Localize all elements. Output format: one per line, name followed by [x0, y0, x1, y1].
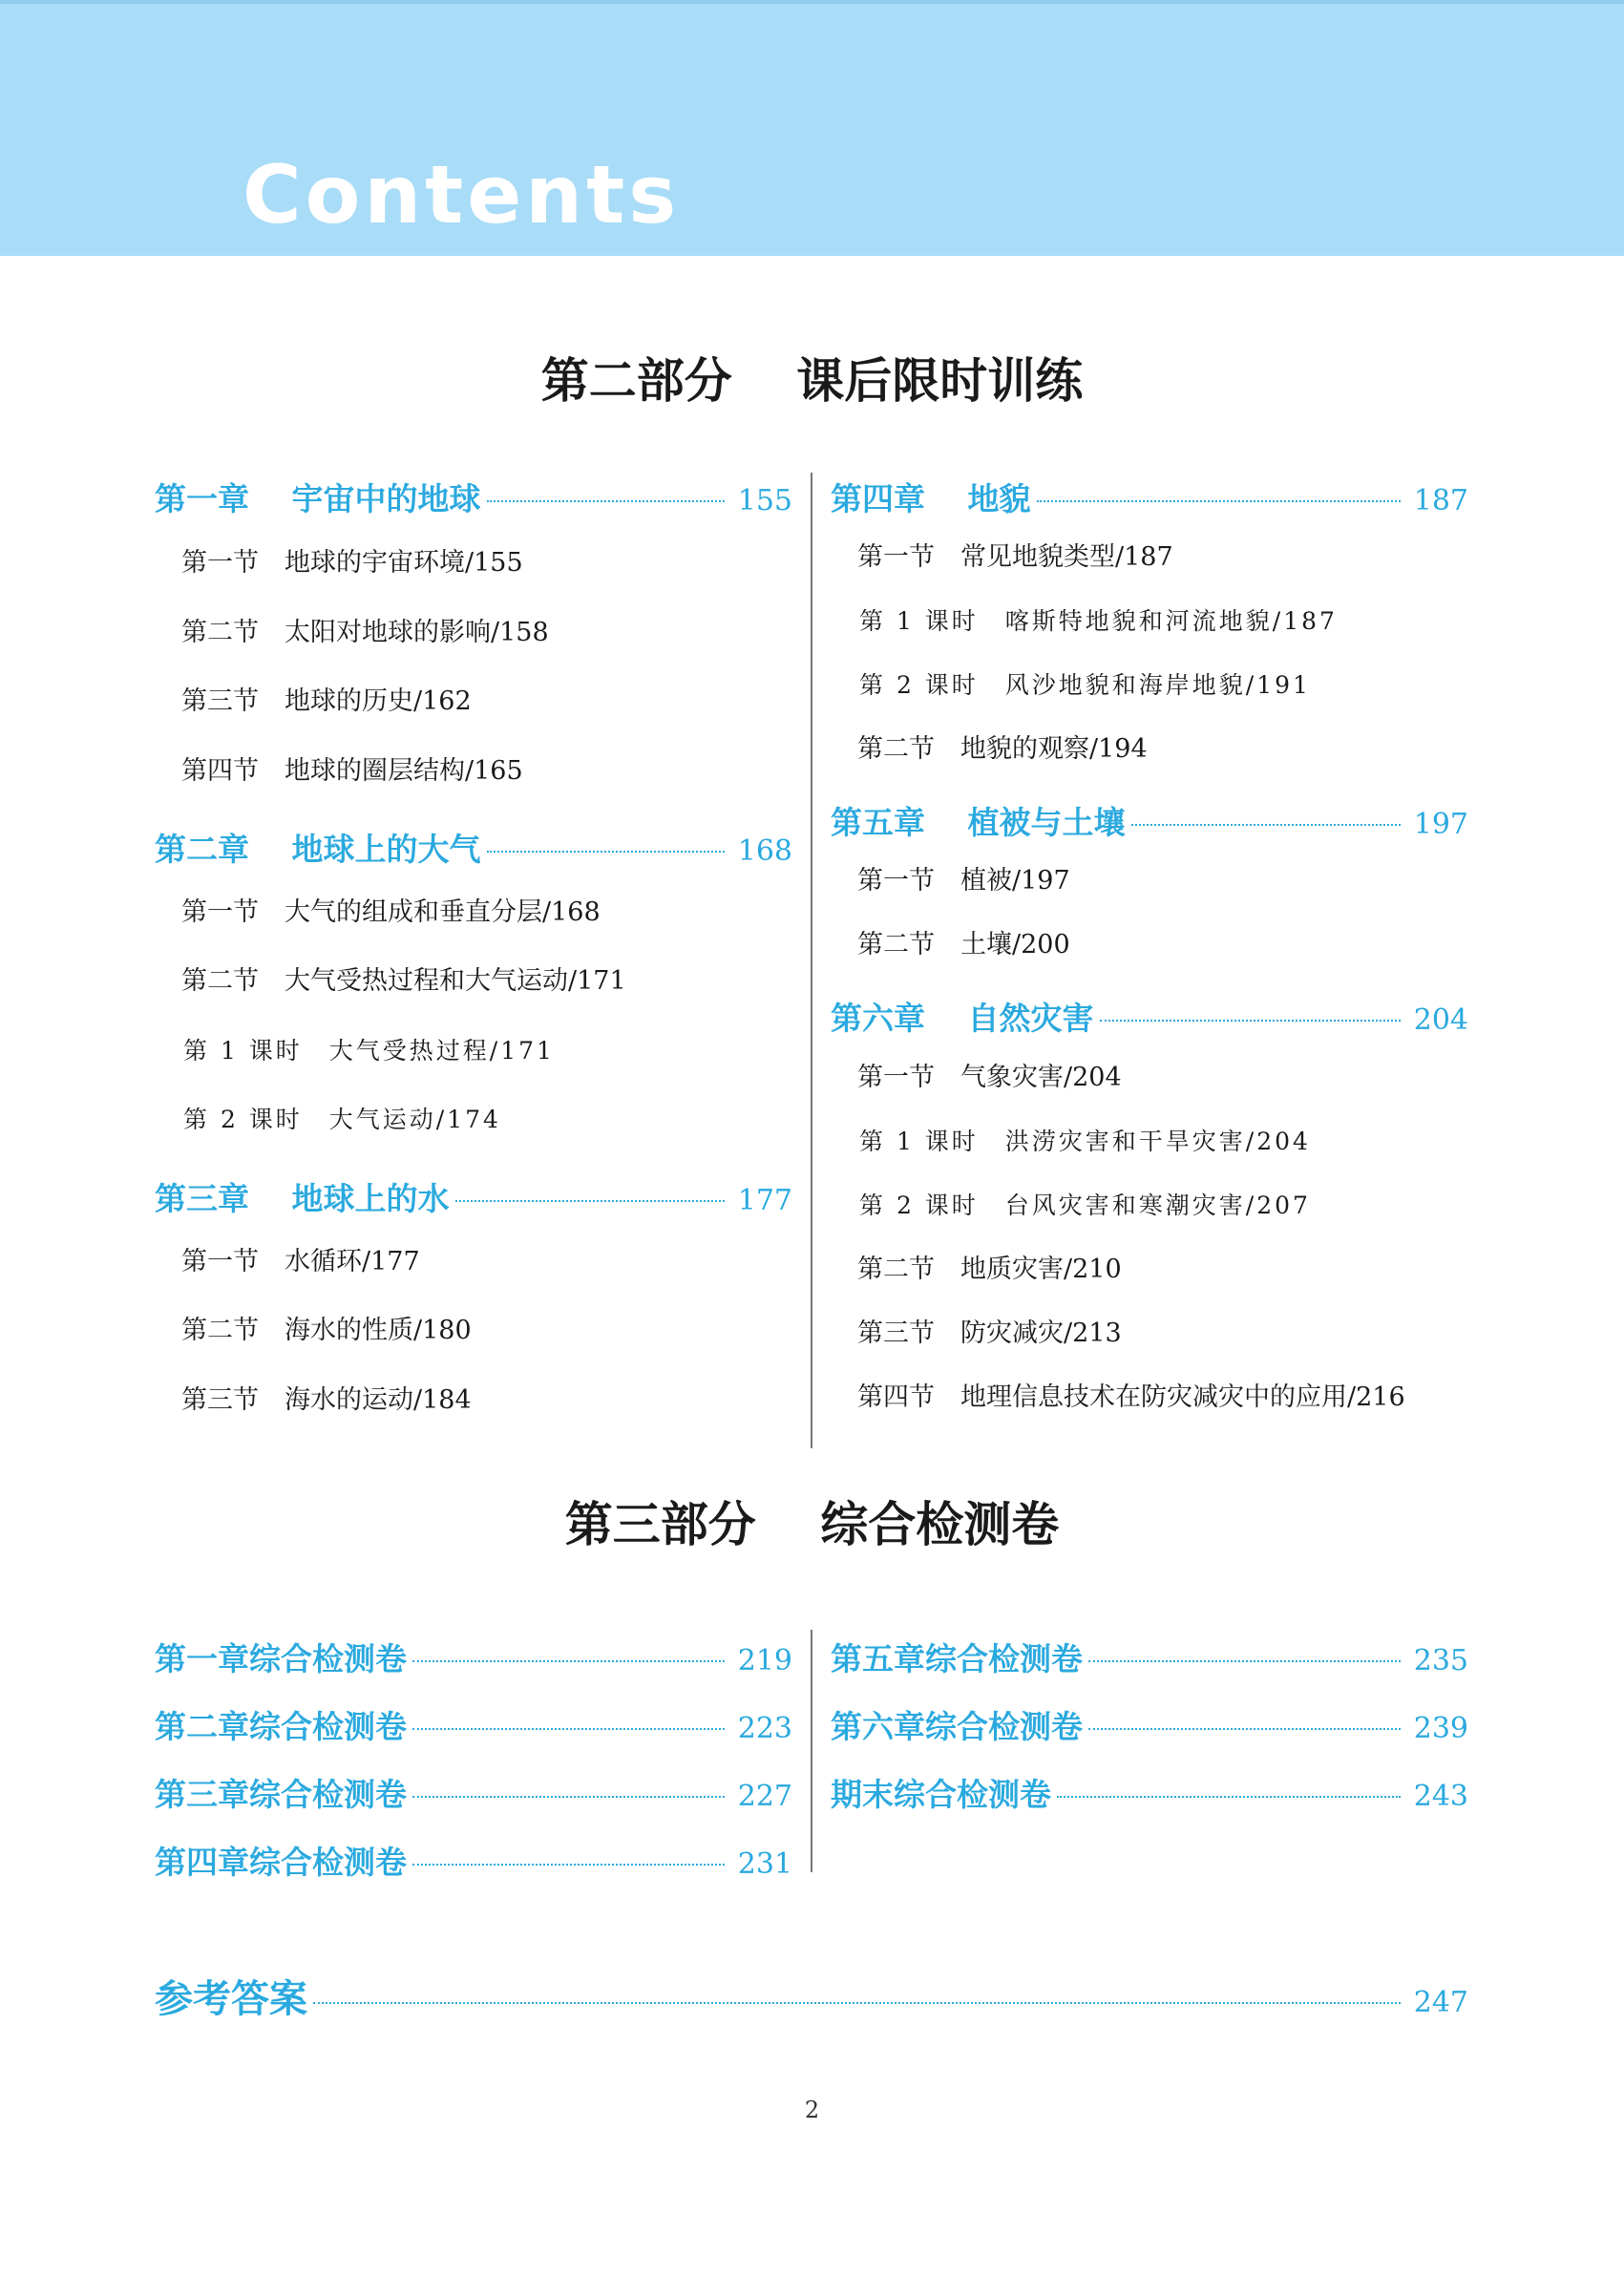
column-divider	[811, 473, 812, 1448]
toc-section[interactable]: 第一节 水循环/177	[181, 1247, 420, 1276]
toc-section[interactable]: 第三节 海水的运动/184	[181, 1385, 472, 1415]
dot-leader	[412, 1796, 725, 1798]
exam-label: 期末综合检测卷	[831, 1776, 1051, 1813]
toc-exam-5[interactable]	[831, 1635, 1468, 1679]
answers-page: 247	[1413, 1986, 1468, 2019]
dot-leader	[313, 2002, 1401, 2004]
dot-leader	[1088, 1660, 1401, 1662]
dot-leader	[487, 851, 725, 853]
exam-label: 第一章综合检测卷	[155, 1640, 407, 1677]
chapter-page: 155	[737, 484, 792, 517]
toc-exam-2[interactable]	[155, 1702, 792, 1747]
toc-section[interactable]: 第四节 地球的圈层结构/165	[181, 756, 523, 786]
toc-lesson[interactable]: 第 2 课时 风沙地貌和海岸地貌/191	[859, 671, 1311, 699]
toc-section[interactable]: 第二节 地质灾害/210	[857, 1255, 1122, 1284]
exam-page: 223	[737, 1712, 792, 1745]
exam-page: 235	[1413, 1644, 1468, 1677]
chapter-label: 第五章 植被与土壤	[831, 804, 1126, 841]
toc-exam-3[interactable]	[155, 1770, 792, 1815]
chapter-label: 第四章 地貌	[831, 480, 1031, 517]
exam-page: 231	[737, 1847, 792, 1881]
header-banner	[0, 0, 1624, 256]
toc-section[interactable]: 第二节 土壤/200	[857, 930, 1070, 960]
toc-chapter-3[interactable]	[155, 1174, 792, 1219]
chapter-page: 187	[1413, 484, 1468, 517]
dot-leader	[1131, 824, 1401, 826]
exam-label: 第二章综合检测卷	[155, 1708, 407, 1745]
exam-page: 219	[737, 1644, 792, 1677]
chapter-page: 177	[737, 1184, 792, 1217]
page-title: Contents	[243, 148, 681, 242]
part3-title: 第三部分 综合检测卷	[564, 1496, 1060, 1552]
chapter-label: 第二章 地球上的大气	[155, 831, 481, 868]
exam-label: 第五章综合检测卷	[831, 1640, 1083, 1677]
chapter-label: 第六章 自然灾害	[831, 1000, 1094, 1037]
toc-lesson[interactable]: 第 2 课时 台风灾害和寒潮灾害/207	[859, 1192, 1311, 1219]
toc-section[interactable]: 第二节 地貌的观察/194	[857, 734, 1148, 764]
toc-chapter-6[interactable]	[831, 994, 1468, 1039]
dot-leader	[1037, 500, 1401, 502]
chapter-page: 168	[737, 834, 792, 868]
toc-chapter-1[interactable]	[155, 475, 792, 519]
toc-section[interactable]: 第一节 植被/197	[857, 866, 1070, 896]
answers-label: 参考答案	[155, 1976, 307, 2021]
dot-leader	[1088, 1728, 1401, 1730]
toc-exam-1[interactable]	[155, 1635, 792, 1679]
dot-leader	[412, 1728, 725, 1730]
exam-label: 第六章综合检测卷	[831, 1708, 1083, 1745]
toc-section[interactable]: 第一节 大气的组成和垂直分层/168	[181, 897, 601, 927]
page-number: 2	[804, 2097, 820, 2123]
toc-section[interactable]: 第二节 海水的性质/180	[181, 1316, 472, 1345]
toc-exam-6[interactable]	[831, 1702, 1468, 1747]
toc-answers[interactable]	[155, 1969, 1468, 2023]
toc-exam-final[interactable]	[831, 1770, 1468, 1815]
toc-lesson[interactable]: 第 1 课时 大气受热过程/171	[183, 1037, 555, 1065]
toc-chapter-2[interactable]	[155, 825, 792, 870]
part2-title: 第二部分 课后限时训练	[540, 352, 1084, 409]
toc-section[interactable]: 第三节 地球的历史/162	[181, 686, 472, 716]
toc-section[interactable]: 第四节 地理信息技术在防灾减灾中的应用/216	[857, 1382, 1405, 1412]
chapter-page: 204	[1413, 1003, 1468, 1037]
toc-section[interactable]: 第二节 大气受热过程和大气运动/171	[181, 966, 626, 996]
toc-lesson[interactable]: 第 1 课时 洪涝灾害和干旱灾害/204	[859, 1128, 1311, 1155]
toc-section[interactable]: 第二节 太阳对地球的影响/158	[181, 618, 549, 647]
dot-leader	[487, 500, 725, 502]
toc-exam-4[interactable]	[155, 1838, 792, 1883]
dot-leader	[1057, 1796, 1401, 1798]
chapter-label: 第三章 地球上的水	[155, 1180, 450, 1217]
toc-lesson[interactable]: 第 1 课时 喀斯特地貌和河流地貌/187	[859, 607, 1338, 635]
dot-leader	[455, 1200, 725, 1202]
toc-chapter-4[interactable]	[831, 475, 1468, 519]
exam-page: 227	[737, 1780, 792, 1813]
toc-section[interactable]: 第一节 气象灾害/204	[857, 1063, 1122, 1092]
exam-page: 243	[1413, 1780, 1468, 1813]
column-divider	[811, 1630, 812, 1872]
exam-label: 第三章综合检测卷	[155, 1776, 407, 1813]
chapter-label: 第一章 宇宙中的地球	[155, 480, 481, 517]
dot-leader	[1100, 1020, 1401, 1022]
toc-chapter-5[interactable]	[831, 798, 1468, 843]
dot-leader	[412, 1864, 725, 1866]
exam-page: 239	[1413, 1712, 1468, 1745]
toc-section[interactable]: 第一节 常见地貌类型/187	[857, 542, 1173, 572]
dot-leader	[412, 1660, 725, 1662]
exam-label: 第四章综合检测卷	[155, 1844, 407, 1881]
toc-section[interactable]: 第三节 防灾减灾/213	[857, 1318, 1122, 1348]
toc-section[interactable]: 第一节 地球的宇宙环境/155	[181, 548, 523, 578]
chapter-page: 197	[1413, 808, 1468, 841]
toc-lesson[interactable]: 第 2 课时 大气运动/174	[183, 1106, 501, 1133]
